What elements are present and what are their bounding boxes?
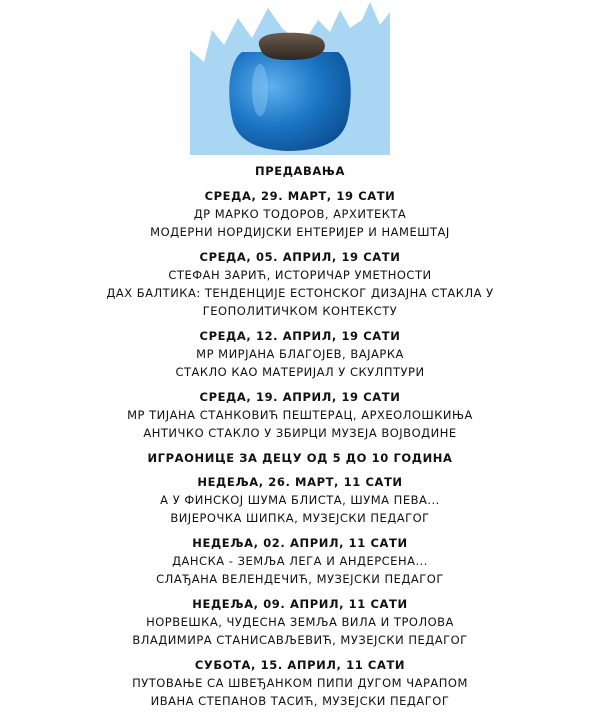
event-date: СРЕДА, 05. АПРИЛ, 19 САТИ	[199, 250, 401, 264]
event-detail: ДАНСКА - ЗЕМЉА ЛЕГА И АНДЕРСЕНА...	[172, 554, 428, 568]
event-item	[0, 656, 600, 710]
event-detail: А У ФИНСКОЈ ШУМА БЛИСТА, ШУМА ПЕВА...	[160, 493, 440, 507]
event-detail: ГЕОПОЛИТИЧКОМ КОНТЕКСТУ	[202, 304, 398, 318]
event-detail: МР МИРЈАНА БЛАГОЈЕВ, ВАЈАРКА	[196, 347, 404, 361]
stone-lid	[259, 33, 325, 60]
workshops-list	[0, 473, 600, 710]
event-item	[0, 248, 600, 320]
workshops-title: ИГРАОНИЦЕ ЗА ДЕЦУ ОД 5 ДО 10 ГОДИНА	[147, 451, 453, 465]
event-detail: ИВАНА СТЕПАНОВ ТАСИЋ, МУЗЕЈСКИ ПЕДАГОГ	[150, 694, 450, 708]
vase-highlight	[252, 64, 268, 116]
event-date: НЕДЕЉА, 26. МАРТ, 11 САТИ	[197, 475, 403, 489]
event-item	[0, 473, 600, 527]
glass-vase-picture	[190, 0, 390, 155]
event-detail: МОДЕРНИ НОРДИЈСКИ ЕНТЕРИЈЕР И НАМЕШТАЈ	[150, 225, 450, 239]
event-detail: ДАХ БАЛТИКА: ТЕНДЕНЦИЈЕ ЕСТОНСКОГ ДИЗАЈНА СТАКЛА У	[106, 286, 494, 300]
event-item	[0, 187, 600, 241]
event-detail: МР ТИЈАНА СТАНКОВИЋ ПЕШТЕРАЦ, АРХЕОЛОШКИЊА	[127, 408, 473, 422]
program	[0, 163, 600, 717]
event-detail: ВИЈЕРОЧКА ШИПКА, МУЗЕЈСКИ ПЕДАГОГ	[170, 511, 430, 525]
event-date: СУБОТА, 15. АПРИЛ, 11 САТИ	[194, 658, 406, 672]
event-date: СРЕДА, 19. АПРИЛ, 19 САТИ	[199, 390, 401, 404]
event-item	[0, 327, 600, 381]
event-item	[0, 595, 600, 649]
event-detail: СТАКЛО КАО МАТЕРИЈАЛ У СКУЛПТУРИ	[175, 365, 425, 379]
event-detail: СТЕФАН ЗАРИЋ, ИСТОРИЧАР УМЕТНОСТИ	[168, 268, 432, 282]
event-date: НЕДЕЉА, 02. АПРИЛ, 11 САТИ	[192, 536, 408, 550]
hero-illustration	[190, 0, 390, 155]
vase-body	[229, 52, 351, 151]
event-item	[0, 534, 600, 588]
event-date: СРЕДА, 12. АПРИЛ, 19 САТИ	[199, 329, 401, 343]
event-detail: ВЛАДИМИРА СТАНИСАВЉЕВИЋ, МУЗЕЈСКИ ПЕДАГОГ	[132, 633, 468, 647]
event-detail: СЛАЂАНА ВЕЛЕНДЕЧИЋ, МУЗЕЈСКИ ПЕДАГОГ	[156, 572, 444, 586]
event-detail: ДР МАРКО ТОДОРОВ, АРХИТЕКТА	[193, 207, 407, 221]
event-detail: ПУТОВАЊЕ СА ШВЕЂАНКОМ ПИПИ ДУГОМ ЧАРАПОМ	[132, 676, 468, 690]
lectures-list	[0, 187, 600, 442]
event-date: НЕДЕЉА, 09. АПРИЛ, 11 САТИ	[192, 597, 408, 611]
event-detail: АНТИЧКО СТАКЛО У ЗБИРЦИ МУЗЕЈА ВОЈВОДИНЕ	[143, 426, 457, 440]
event-detail: НОРВЕШКА, ЧУДЕСНА ЗЕМЉА ВИЛА И ТРОЛОВА	[146, 615, 454, 629]
event-date: СРЕДА, 29. МАРТ, 19 САТИ	[204, 189, 396, 203]
lectures-title: ПРЕДАВАЊА	[254, 164, 345, 178]
event-item	[0, 388, 600, 442]
